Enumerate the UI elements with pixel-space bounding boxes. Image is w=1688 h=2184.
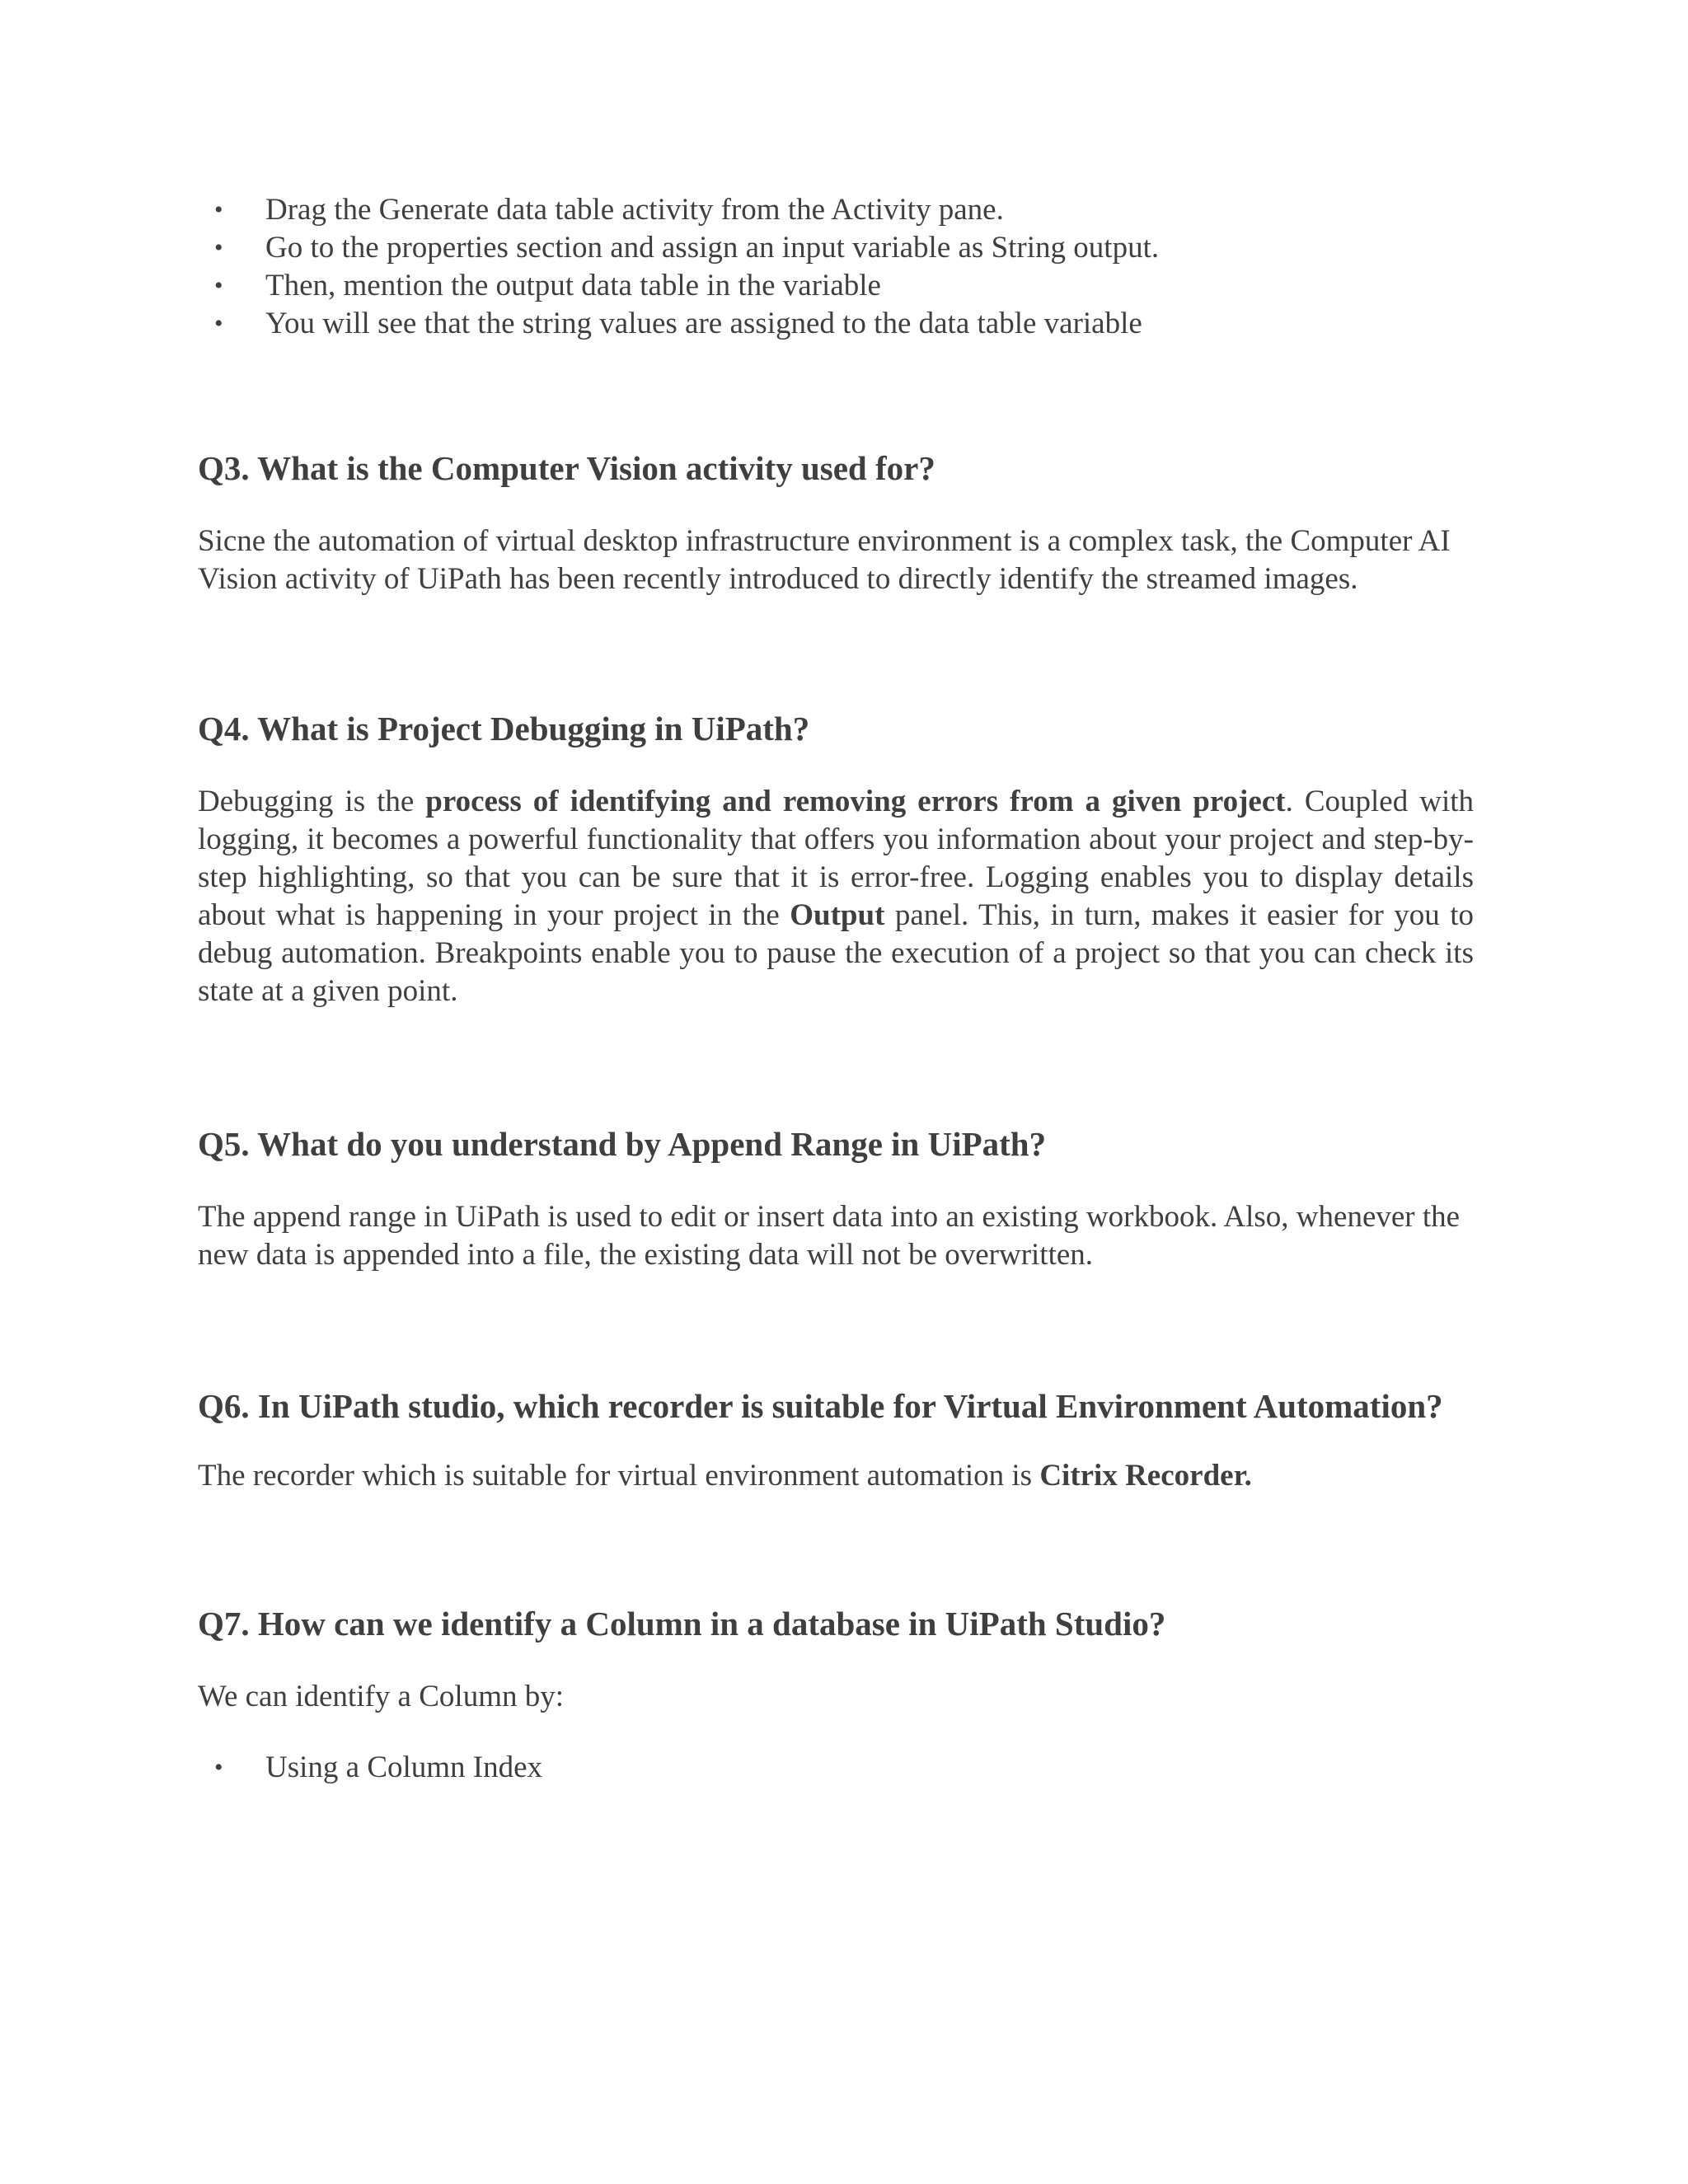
question-heading-q7: Q7. How can we identify a Column in a database in UiPath Studio? xyxy=(198,1605,1166,1643)
bullet-icon: • xyxy=(214,1754,223,1781)
question-q4 xyxy=(198,707,1474,1010)
list-item-text: You will see that the string values are assigned to the data table variable xyxy=(265,307,1142,340)
answer-q4-text-1: Debugging is the xyxy=(198,785,426,818)
question-heading-q3: Q3. What is the Computer Vision activity used for? xyxy=(198,449,935,487)
list-item-text: Then, mention the output data table in the variable xyxy=(265,269,881,302)
list-item xyxy=(198,1749,1474,1787)
question-heading-q5: Q5. What do you understand by Append Range in UiPath? xyxy=(198,1125,1047,1163)
bullet-icon: • xyxy=(214,234,223,261)
answer-q3: Sicne the automation of virtual desktop infrastructure environment is a complex task, the Computer AI Vision activity of UiPath has been recently introduced to directly identify the streamed images. xyxy=(198,524,1451,596)
answer-q4-bold-2: Output xyxy=(790,898,885,932)
answer-q6 xyxy=(198,1457,1474,1495)
answer-q4-text-3: panel. This, in turn, makes it easier for you to debug automation. Breakpoints enable you to pause the execution of a project so that you can check its state at a given point. xyxy=(198,898,1474,1008)
answer-q6-bold: Citrix Recorder. xyxy=(1039,1459,1252,1493)
list-item-text: Drag the Generate data table activity from the Activity pane. xyxy=(265,193,1004,227)
document-page xyxy=(198,191,1474,1787)
answer-q4-text-2: . Coupled with logging, it becomes a powerful functionality that offers you information about your project and step-by-step highlighting, so that you can be sure that it is error-free. Logging enables you to display details about what is happening in your project in the xyxy=(198,785,1475,932)
list-item xyxy=(198,305,1474,343)
question-q5 xyxy=(198,1122,1474,1274)
question-q7 xyxy=(198,1602,1474,1787)
list-item xyxy=(198,267,1474,305)
question-heading-q6: Q6. In UiPath studio, which recorder is suitable for Virtual Environment Automation? xyxy=(198,1387,1443,1425)
list-item-text: Go to the properties section and assign an input variable as String output. xyxy=(265,231,1160,265)
q7-bullet-list xyxy=(198,1749,1474,1787)
question-heading-q4: Q4. What is Project Debugging in UiPath? xyxy=(198,710,810,748)
bullet-icon: • xyxy=(214,310,223,337)
question-q6 xyxy=(198,1385,1474,1495)
list-item-text: Using a Column Index xyxy=(265,1750,543,1784)
bullet-icon: • xyxy=(214,196,223,223)
answer-q4-bold-1: process of identifying and removing errors from a given project xyxy=(425,785,1286,818)
answer-q7: We can identify a Column by: xyxy=(198,1680,564,1713)
list-item xyxy=(198,229,1474,267)
answer-q6-text: The recorder which is suitable for virtual environment automation is xyxy=(198,1459,1040,1493)
bullet-icon: • xyxy=(214,272,223,299)
question-q3 xyxy=(198,447,1474,598)
intro-bullet-list xyxy=(198,191,1474,343)
answer-q4 xyxy=(198,783,1474,1010)
answer-q5: The append range in UiPath is used to edit or insert data into an existing workbook. Also, whenever the new data is appended into a file, the existing data will not be overwritten. xyxy=(198,1200,1461,1272)
list-item xyxy=(198,191,1474,229)
